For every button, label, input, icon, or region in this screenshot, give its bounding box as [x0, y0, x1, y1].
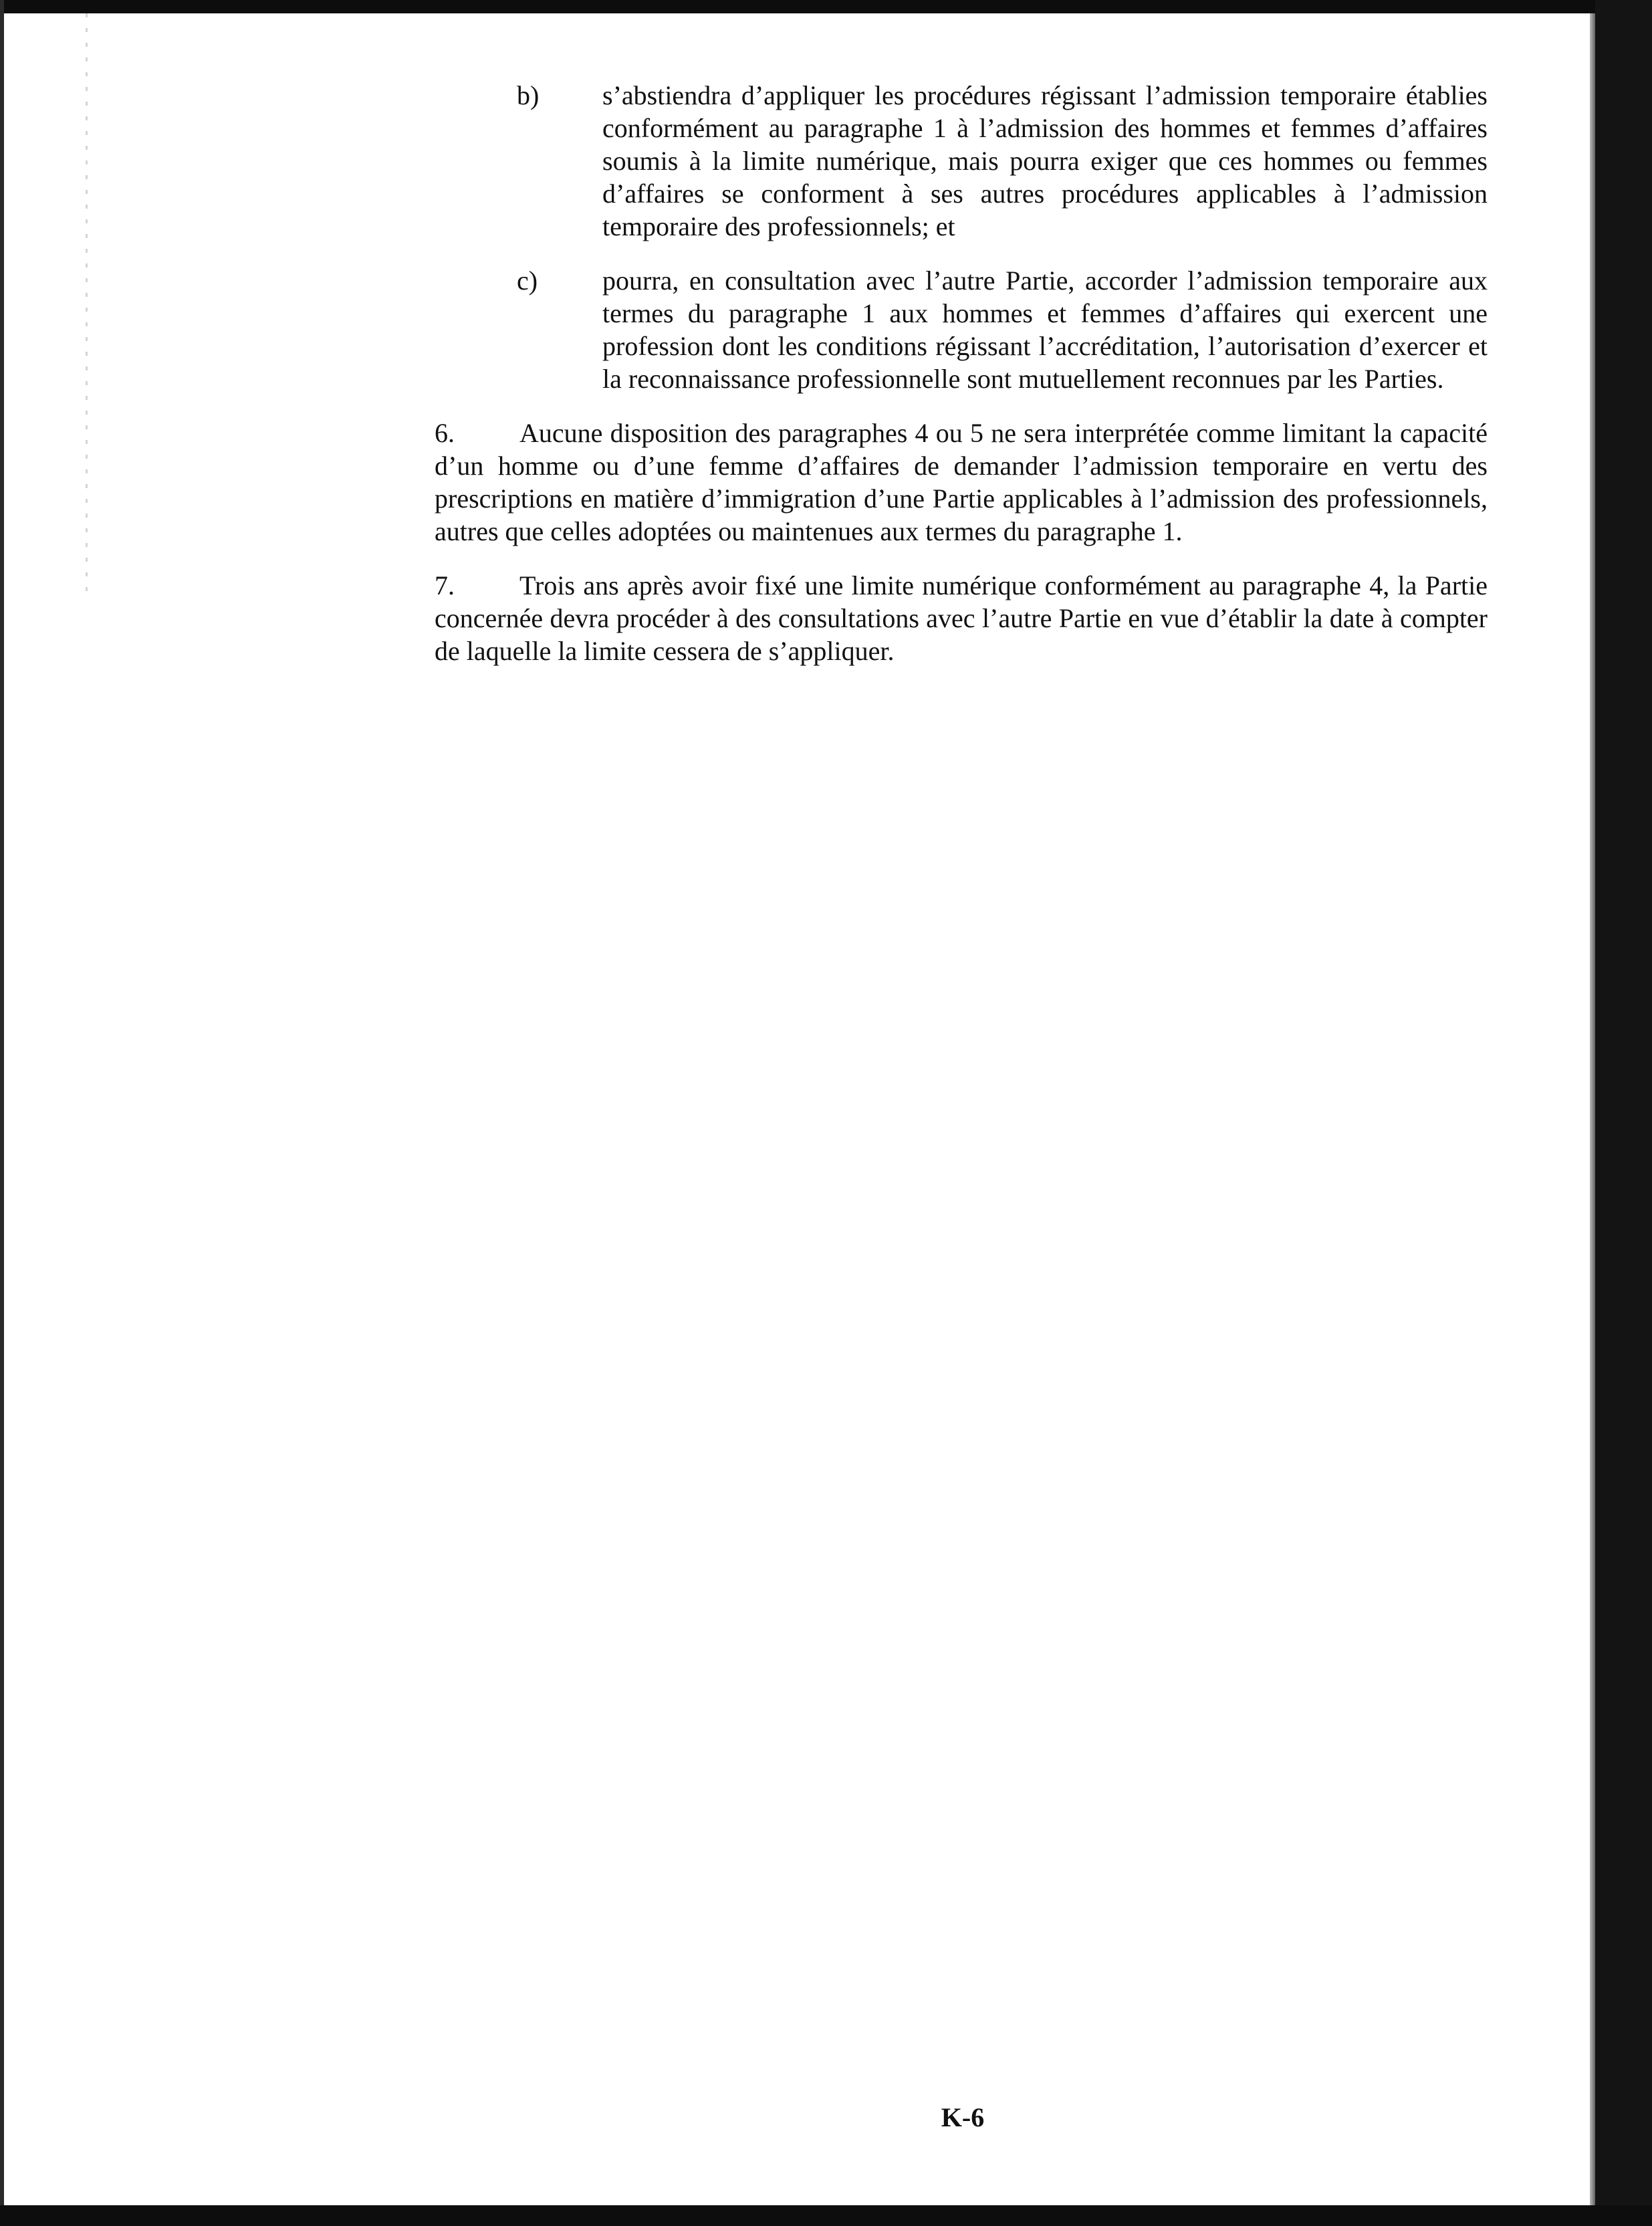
paragraph: [435, 417, 1488, 548]
list-item: [435, 79, 1488, 243]
paragraph-number: 7.: [435, 570, 455, 600]
document-body: [435, 79, 1488, 667]
scan-border-right: [1595, 0, 1652, 2226]
list-item-label: b): [517, 80, 540, 110]
paragraph-text: Aucune disposition des paragraphes 4 ou 5 ne sera interprétée comme limitant la capacité d’un homme ou d’une femme d’affaires de demander l’admission temporaire en vertu des prescriptions en matière d’immigration d’une Partie applicables à l’admission des professionnels, autres que celles adoptées ou maintenues aux termes du paragraphe 1.: [435, 418, 1488, 546]
scan-border-left: [0, 0, 4, 2226]
list-item-text: pourra, en consultation avec l’autre Partie, accorder l’admission temporaire aux termes du paragraphe 1 aux hommes et femmes d’affaires qui exercent une profession dont les conditions régissant l’accréditation, l’autorisation d’exercer et la reconnaissance professionnelle sont mutuellement reconnues par les Parties.: [602, 265, 1488, 394]
paragraph-text: Trois ans après avoir fixé une limite numérique conformément au paragraphe 4, la Partie concernée devra procéder à des consultations avec l’autre Partie en vue d’établir la date à compter de laquelle la limite cessera de s’appliquer.: [435, 570, 1488, 666]
paragraph-number: 6.: [435, 418, 455, 448]
paragraph: [435, 569, 1488, 667]
page-number: K-6: [941, 2102, 985, 2132]
list-item-text: s’abstiendra d’appliquer les procédures régissant l’admission temporaire établies conformément au paragraphe 1 à l’admission des hommes et femmes d’affaires soumis à la limite numérique, mais pourra exiger que ces hommes ou femmes d’affaires se conforment à ses autres procédures applicables à l’admission temporaire des professionnels; et: [602, 80, 1488, 241]
scan-speckle: [86, 13, 88, 602]
scan-border-bottom: [0, 2205, 1652, 2226]
list-item-label: c): [517, 265, 538, 296]
list-item: [435, 264, 1488, 395]
scan-border-top: [0, 0, 1652, 13]
